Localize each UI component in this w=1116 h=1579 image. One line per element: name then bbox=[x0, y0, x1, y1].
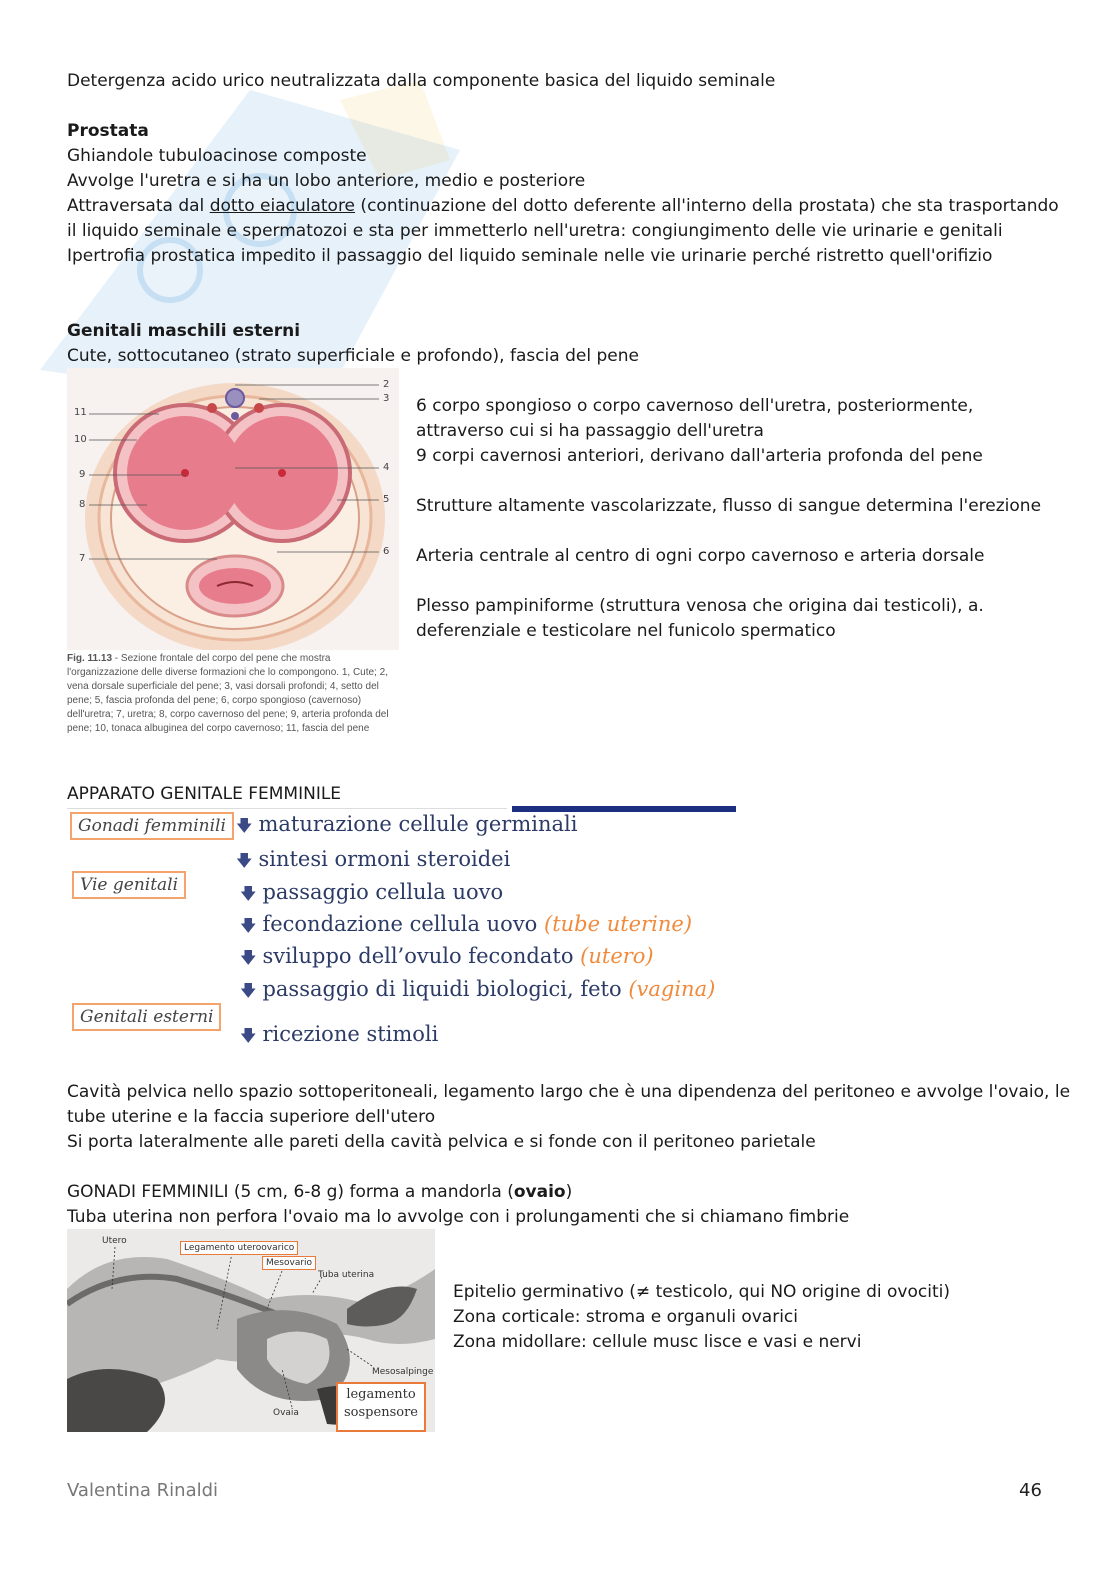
arrow-down-icon: 🡇 bbox=[236, 851, 253, 870]
tuba-line: Tuba uterina non perfora l'ovaio ma lo avvolge con i prolungamenti che si chiamano fimbrie bbox=[67, 1207, 850, 1227]
link-dotto-eiaculatore: dotto eiaculatore bbox=[209, 196, 356, 216]
figure-caption-text: - Sezione frontale del corpo del pene che mostra l'organizzazione delle diverse formazioni che lo compongono. 1, Cute; 2, vena dorsale superficiale del pene; 3, vasi dorsali profondi; 4, setto del pene; 5, fascia profonda del pene; 6, corpo spongioso (cavernoso) dell'uretra; 7, uretra; 8, corpo cavernoso del pene; 9, arteria profonda del pene; 10, tonaca albuginea del corpo cavernoso; 11, fascia del pene bbox=[67, 653, 389, 734]
fig-number-7: 7 bbox=[79, 553, 86, 564]
function-text: ricezione stimoli bbox=[262, 1022, 439, 1046]
label-genitali-esterni: Genitali esterni bbox=[72, 1003, 221, 1031]
text-span: Attraversata dal bbox=[67, 196, 210, 216]
penis-note-3: 9 corpi cavernosi anteriori, derivano dall'arteria profonda del pene bbox=[416, 446, 983, 466]
label-mesovario: Mesovario bbox=[262, 1256, 316, 1270]
label-utero: Utero bbox=[102, 1236, 127, 1246]
function-note: (utero) bbox=[580, 944, 654, 968]
label-legamento: legamento bbox=[346, 1387, 416, 1402]
ovary-note-2: Zona corticale: stroma e organuli ovarici bbox=[453, 1307, 798, 1327]
text-span: (continuazione del dotto deferente all'interno della prostata) che sta trasportando bbox=[355, 196, 1059, 216]
function-item bbox=[236, 847, 510, 877]
penis-note-7: deferenziale e testicolare nel funicolo spermatico bbox=[416, 621, 836, 641]
ovary-note-3: Zona midollare: cellule musc lisce e vasi e nervi bbox=[453, 1332, 862, 1352]
section-title-apparato-femminile: APPARATO GENITALE FEMMINILE bbox=[67, 784, 342, 804]
cavita-line-1: Cavità pelvica nello spazio sottoperitoneali, legamento largo che è una dipendenza del peritoneo e avvolge l'ovaio, le bbox=[67, 1082, 1071, 1102]
fig-number-8: 8 bbox=[79, 499, 86, 510]
function-text: fecondazione cellula uovo bbox=[262, 912, 545, 936]
function-item bbox=[240, 1022, 438, 1052]
gonadi-line bbox=[67, 1180, 572, 1205]
arrow-down-icon: 🡇 bbox=[240, 916, 257, 935]
label-sospensore: sospensore bbox=[344, 1405, 418, 1420]
fig-number-4: 4 bbox=[383, 462, 390, 473]
label-mesosalpinge: Mesosalpinge bbox=[372, 1367, 434, 1377]
function-note: (tube uterine) bbox=[544, 912, 693, 936]
fig-number-6: 6 bbox=[383, 546, 390, 557]
fig-number-3: 3 bbox=[383, 393, 390, 404]
function-text: passaggio di liquidi biologici, feto bbox=[262, 977, 629, 1001]
section-title-genitali-maschili: Genitali maschili esterni bbox=[67, 321, 301, 341]
section-title-prostata: Prostata bbox=[67, 121, 149, 141]
divider bbox=[67, 808, 507, 809]
prostata-line-5: Ipertrofia prostatica impedito il passaggio del liquido seminale nelle vie urinarie perché ristretto quell'orifizio bbox=[67, 246, 993, 266]
arrow-down-icon: 🡇 bbox=[236, 816, 253, 835]
label-ovaia: Ovaia bbox=[273, 1408, 299, 1418]
function-text: sviluppo dell’ovulo fecondato bbox=[262, 944, 581, 968]
genitali-line-1: Cute, sottocutaneo (strato superficiale e profondo), fascia del pene bbox=[67, 346, 639, 366]
fig-number-5: 5 bbox=[383, 494, 390, 505]
footer-author: Valentina Rinaldi bbox=[67, 1480, 219, 1501]
fig-number-9: 9 bbox=[79, 469, 86, 480]
fig-number-2: 2 bbox=[383, 379, 390, 390]
function-text: maturazione cellule germinali bbox=[258, 812, 578, 836]
penis-note-1: 6 corpo spongioso o corpo cavernoso dell'uretra, posteriormente, bbox=[416, 396, 974, 416]
arrow-down-icon: 🡇 bbox=[240, 884, 257, 903]
fig-number-10: 10 bbox=[74, 434, 87, 445]
arrow-down-icon: 🡇 bbox=[240, 981, 257, 1000]
label-legamento-uteroovarico: Legamento uteroovarico bbox=[180, 1241, 298, 1255]
figure-caption-label: Fig. 11.13 bbox=[67, 653, 113, 664]
function-item bbox=[240, 880, 503, 910]
text-span: GONADI FEMMINILI (5 cm, 6-8 g) forma a mandorla ( bbox=[67, 1182, 514, 1202]
function-item bbox=[240, 912, 692, 942]
penis-note-6: Plesso pampiniforme (struttura venosa che origina dai testicoli), a. bbox=[416, 596, 984, 616]
prostata-line-3 bbox=[67, 194, 1059, 219]
prostata-line-1: Ghiandole tubuloacinose composte bbox=[67, 146, 367, 166]
ovaio-bold: ovaio bbox=[513, 1182, 566, 1202]
prostata-line-2: Avvolge l'uretra e si ha un lobo anteriore, medio e posteriore bbox=[67, 171, 586, 191]
penis-note-4: Strutture altamente vascolarizzate, flusso di sangue determina l'erezione bbox=[416, 496, 1042, 516]
figure-caption bbox=[67, 652, 399, 748]
cavita-line-3: Si porta lateralmente alle pareti della cavità pelvica e si fonde con il peritoneo parietale bbox=[67, 1132, 816, 1152]
arrow-down-icon: 🡇 bbox=[240, 948, 257, 967]
penis-note-5: Arteria centrale al centro di ogni corpo cavernoso e arteria dorsale bbox=[416, 546, 985, 566]
text-span: ) bbox=[565, 1182, 573, 1202]
function-text: sintesi ormoni steroidei bbox=[258, 847, 511, 871]
penis-note-2: attraverso cui si ha passaggio dell'uretra bbox=[416, 421, 764, 441]
function-item bbox=[240, 944, 654, 974]
prostata-line-4: il liquido seminale e spermatozoi e sta per immetterlo nell'uretra: congiungimento delle vie urinarie e genitali bbox=[67, 221, 1003, 241]
fig-number-11: 11 bbox=[74, 407, 87, 418]
label-legamento-sospensore-box bbox=[336, 1382, 426, 1432]
penis-cross-section-figure bbox=[67, 368, 399, 650]
function-text: passaggio cellula uovo bbox=[262, 880, 504, 904]
label-tuba-uterina: Tuba uterina bbox=[318, 1270, 375, 1280]
ovary-note-1: Epitelio germinativo (≠ testicolo, qui NO origine di ovociti) bbox=[453, 1282, 950, 1302]
function-item bbox=[240, 977, 715, 1007]
function-item bbox=[236, 812, 577, 842]
function-note: (vagina) bbox=[628, 977, 716, 1001]
label-gonadi-femminili: Gonadi femminili bbox=[70, 812, 234, 840]
cavita-line-2: tube uterine e la faccia superiore dell'utero bbox=[67, 1107, 436, 1127]
intro-line: Detergenza acido urico neutralizzata dalla componente basica del liquido seminale bbox=[67, 71, 776, 91]
label-vie-genitali: Vie genitali bbox=[72, 871, 186, 899]
arrow-down-icon: 🡇 bbox=[240, 1026, 257, 1045]
page-number: 46 bbox=[1019, 1480, 1042, 1501]
